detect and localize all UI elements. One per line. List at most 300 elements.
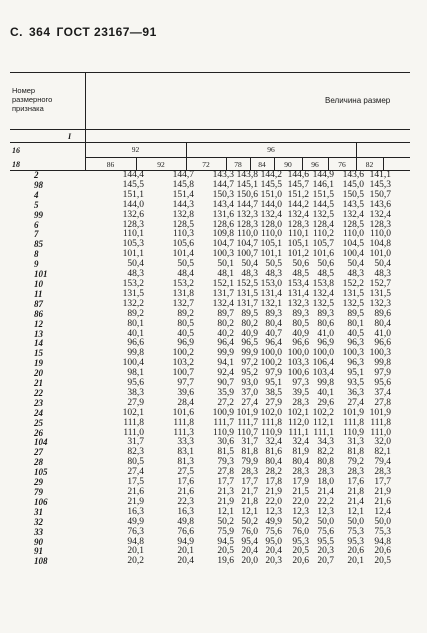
feature-number-cell: 15 <box>34 348 43 359</box>
value-cell: 81,6 <box>265 447 282 458</box>
value-cell: 20,6 <box>292 556 309 567</box>
value-cell: 89,2 <box>177 308 194 319</box>
value-cell: 22,3 <box>177 496 194 507</box>
table-body <box>10 171 391 567</box>
value-cell: 21,5 <box>292 487 309 497</box>
value-cell: 143,6 <box>369 199 391 210</box>
value-cell: 101,6 <box>172 407 194 418</box>
value-cell: 104,8 <box>369 239 391 250</box>
value-cell: 76,0 <box>292 526 309 537</box>
feature-number-cell: 85 <box>34 239 43 250</box>
value-cell: 151,1 <box>122 189 144 200</box>
feature-number-cell: 20 <box>34 368 43 379</box>
value-cell: 96,6 <box>374 338 391 349</box>
value-cell: 110,9 <box>260 427 282 438</box>
value-cell: 103,2 <box>172 358 194 369</box>
value-cell: 100,4 <box>122 358 144 369</box>
value-cell: 144,9 <box>312 170 334 180</box>
value-cell: 50,4 <box>241 259 258 270</box>
value-cell: 97,9 <box>374 368 391 379</box>
header-row-label-2: 16 <box>12 146 20 155</box>
value-cell: 40,2 <box>217 328 234 339</box>
feature-number-cell: 33 <box>34 526 43 537</box>
value-cell: 131,6 <box>212 209 234 220</box>
value-cell: 21,4 <box>347 496 364 507</box>
value-cell: 144,2 <box>260 170 282 180</box>
value-cell: 27,8 <box>217 467 234 478</box>
value-cell: 12,3 <box>265 506 282 517</box>
value-cell: 132,4 <box>312 288 334 299</box>
value-cell: 75,3 <box>347 526 364 537</box>
value-cell: 100,0 <box>287 348 309 359</box>
column-title-size-value: Величина размер <box>325 96 391 105</box>
value-cell: 97,2 <box>241 358 258 369</box>
value-cell: 145,5 <box>260 179 282 190</box>
sub-column-86: 86 <box>106 160 115 169</box>
value-cell: 151,2 <box>287 189 309 200</box>
value-cell: 111,8 <box>261 417 282 428</box>
value-cell: 150,6 <box>236 189 258 200</box>
value-cell: 128,6 <box>212 219 234 230</box>
feature-number-cell: 10 <box>34 278 43 289</box>
value-cell: 80,5 <box>177 318 194 329</box>
value-cell: 17,7 <box>374 477 391 488</box>
value-cell: 80,6 <box>317 318 334 329</box>
value-cell: 132,3 <box>369 298 391 309</box>
value-cell: 128,3 <box>122 219 144 230</box>
value-cell: 19,6 <box>217 556 234 567</box>
value-cell: 100,7 <box>172 368 194 379</box>
value-cell: 109,8 <box>212 229 234 240</box>
value-cell: 27,2 <box>217 397 234 408</box>
feature-number-cell: 91 <box>34 546 43 557</box>
value-cell: 110,1 <box>287 229 309 240</box>
value-cell: 145,0 <box>342 179 364 190</box>
value-cell: 132,6 <box>122 209 144 220</box>
header-row-label-1: I <box>68 132 72 141</box>
value-cell: 144,5 <box>312 199 334 210</box>
value-cell: 111,8 <box>123 417 144 428</box>
value-cell: 153,2 <box>122 278 144 289</box>
page-header <box>10 25 163 39</box>
feature-number-cell: 87 <box>34 298 43 309</box>
value-cell: 112,1 <box>312 417 334 428</box>
value-cell: 95,4 <box>241 536 258 547</box>
value-cell: 50,2 <box>241 516 258 527</box>
value-cell: 75,9 <box>217 526 234 537</box>
feature-number-cell: 31 <box>34 506 43 517</box>
value-cell: 96,4 <box>217 338 234 349</box>
value-cell: 141,1 <box>369 170 391 180</box>
value-cell: 22,0 <box>265 496 282 507</box>
value-cell: 75,6 <box>265 526 282 537</box>
value-cell: 49,9 <box>265 516 282 527</box>
value-cell: 82,2 <box>317 447 334 458</box>
value-cell: 28,3 <box>292 397 309 408</box>
value-cell: 40,9 <box>241 328 258 339</box>
value-cell: 101,1 <box>260 249 282 260</box>
feature-number-cell: 13 <box>34 328 43 339</box>
value-cell: 100,3 <box>342 348 364 359</box>
feature-number-cell: 9 <box>34 259 39 270</box>
value-cell: 143,6 <box>342 170 364 180</box>
value-cell: 21,6 <box>177 487 194 497</box>
value-cell: 105,1 <box>260 239 282 250</box>
value-cell: 111,1 <box>288 427 309 438</box>
value-cell: 48,4 <box>177 269 194 280</box>
value-cell: 101,4 <box>172 249 194 260</box>
feature-number-cell: 98 <box>34 179 43 190</box>
value-cell: 80,8 <box>317 457 334 468</box>
value-cell: 128,4 <box>312 219 334 230</box>
value-cell: 95,3 <box>347 536 364 547</box>
value-cell: 101,0 <box>369 249 391 260</box>
value-cell: 101,9 <box>342 407 364 418</box>
value-cell: 100,0 <box>312 348 334 359</box>
value-cell: 37,4 <box>374 387 391 398</box>
value-cell: 153,8 <box>312 278 334 289</box>
value-cell: 96,9 <box>177 338 194 349</box>
value-cell: 99,9 <box>241 348 258 359</box>
value-cell: 96,6 <box>292 338 309 349</box>
value-cell: 143,8 <box>236 170 258 180</box>
feature-number-cell: 14 <box>34 338 43 349</box>
value-cell: 94,1 <box>217 358 234 369</box>
standard-code: ГОСТ 23167—91 <box>56 25 157 39</box>
value-cell: 20,4 <box>265 546 282 557</box>
value-cell: 112,0 <box>287 417 309 428</box>
value-cell: 12,4 <box>374 506 391 517</box>
value-cell: 89,5 <box>241 308 258 319</box>
value-cell: 145,8 <box>172 179 194 190</box>
value-cell: 111,7 <box>213 417 234 428</box>
value-cell: 96,9 <box>317 338 334 349</box>
value-cell: 32,0 <box>374 437 391 448</box>
value-cell: 144,7 <box>212 179 234 190</box>
value-cell: 94,8 <box>374 536 391 547</box>
value-cell: 151,5 <box>312 189 334 200</box>
feature-number-cell: 27 <box>34 447 43 458</box>
value-cell: 100,2 <box>172 348 194 359</box>
value-cell: 143,5 <box>342 199 364 210</box>
value-cell: 128,5 <box>342 219 364 230</box>
value-cell: 76,0 <box>241 526 258 537</box>
value-cell: 48,1 <box>217 269 234 280</box>
value-cell: 95,3 <box>292 536 309 547</box>
value-cell: 28,3 <box>374 467 391 478</box>
value-cell: 111,8 <box>370 417 391 428</box>
value-cell: 151,0 <box>260 189 282 200</box>
value-cell: 81,3 <box>177 457 194 468</box>
value-cell: 20,3 <box>265 556 282 567</box>
value-cell: 21,8 <box>347 487 364 497</box>
value-cell: 152,1 <box>212 278 234 289</box>
value-cell: 21,8 <box>241 496 258 507</box>
value-cell: 131,5 <box>236 288 258 299</box>
feature-number-cell: 19 <box>34 358 43 369</box>
value-cell: 128,3 <box>236 219 258 230</box>
value-cell: 111,3 <box>173 427 194 438</box>
value-cell: 21,4 <box>317 487 334 497</box>
value-cell: 95,1 <box>347 368 364 379</box>
value-cell: 110,9 <box>342 427 364 438</box>
header-row-label-3: 18 <box>12 160 20 169</box>
value-cell: 17,8 <box>265 477 282 488</box>
value-cell: 131,5 <box>122 288 144 299</box>
value-cell: 21,9 <box>374 487 391 497</box>
value-cell: 50,4 <box>127 259 144 270</box>
value-cell: 128,5 <box>172 219 194 230</box>
value-cell: 132,5 <box>342 298 364 309</box>
value-cell: 81,9 <box>292 447 309 458</box>
value-cell: 96,6 <box>127 338 144 349</box>
value-cell: 102,0 <box>260 407 282 418</box>
value-cell: 99,9 <box>217 348 234 359</box>
feature-number-cell: 23 <box>34 397 43 408</box>
value-cell: 79,4 <box>374 457 391 468</box>
value-cell: 12,3 <box>292 506 309 517</box>
value-cell: 40,1 <box>127 328 144 339</box>
value-cell: 83,1 <box>177 447 194 458</box>
value-cell: 132,1 <box>260 298 282 309</box>
value-cell: 111,0 <box>123 427 144 438</box>
value-cell: 48,5 <box>292 269 309 280</box>
value-cell: 48,3 <box>347 269 364 280</box>
value-cell: 144,7 <box>236 199 258 210</box>
sub-column-78: 78 <box>234 160 242 169</box>
feature-number-cell: 29 <box>34 477 43 488</box>
value-cell: 143,3 <box>212 170 234 180</box>
value-cell: 22,2 <box>317 496 334 507</box>
value-cell: 40,5 <box>177 328 194 339</box>
value-cell: 20,2 <box>127 556 144 567</box>
value-cell: 110,0 <box>236 229 258 240</box>
value-cell: 41,0 <box>317 328 334 339</box>
value-cell: 95,6 <box>374 378 391 389</box>
value-cell: 16,3 <box>177 506 194 517</box>
value-cell: 80,1 <box>127 318 144 329</box>
value-cell: 97,7 <box>177 378 194 389</box>
value-cell: 32,4 <box>265 437 282 448</box>
value-cell: 89,2 <box>127 308 144 319</box>
group-header-92: 92 <box>131 145 140 154</box>
value-cell: 81,5 <box>217 447 234 458</box>
value-cell: 40,7 <box>265 328 282 339</box>
value-cell: 90,7 <box>217 378 234 389</box>
value-cell: 100,2 <box>260 358 282 369</box>
value-cell: 144,7 <box>172 170 194 180</box>
value-cell: 150,3 <box>212 189 234 200</box>
value-cell: 18,0 <box>317 477 334 488</box>
value-cell: 31,3 <box>347 437 364 448</box>
value-cell: 41,0 <box>374 328 391 339</box>
value-cell: 101,9 <box>236 407 258 418</box>
value-cell: 145,7 <box>287 179 309 190</box>
value-cell: 131,4 <box>260 288 282 299</box>
value-cell: 28,2 <box>265 467 282 478</box>
value-cell: 89,6 <box>374 308 391 319</box>
value-cell: 39,6 <box>177 387 194 398</box>
value-cell: 89,3 <box>292 308 309 319</box>
value-cell: 40,1 <box>317 387 334 398</box>
value-cell: 28,3 <box>292 467 309 478</box>
title-line-2: размерного <box>12 95 53 104</box>
value-cell: 152,7 <box>369 278 391 289</box>
feature-number-cell: 5 <box>34 199 39 210</box>
value-cell: 144,4 <box>122 170 144 180</box>
value-cell: 100,9 <box>212 407 234 418</box>
value-cell: 132,4 <box>342 209 364 220</box>
column-title-feature-number <box>12 86 52 113</box>
value-cell: 131,5 <box>342 288 364 299</box>
value-cell: 105,1 <box>287 239 309 250</box>
value-cell: 80,4 <box>374 318 391 329</box>
sub-column-82: 82 <box>365 160 374 169</box>
value-cell: 144,2 <box>287 199 309 210</box>
value-cell: 96,3 <box>347 338 364 349</box>
value-cell: 100,6 <box>287 368 309 379</box>
value-cell: 101,2 <box>287 249 309 260</box>
value-cell: 33,3 <box>177 437 194 448</box>
feature-number-cell: 24 <box>34 407 43 418</box>
value-cell: 132,4 <box>287 209 309 220</box>
value-cell: 76,6 <box>177 526 194 537</box>
value-cell: 50,4 <box>347 259 364 270</box>
value-cell: 104,7 <box>212 239 234 250</box>
value-cell: 17,6 <box>177 477 194 488</box>
value-cell: 48,3 <box>374 269 391 280</box>
value-cell: 132,5 <box>312 298 334 309</box>
value-cell: 50,1 <box>217 259 234 270</box>
value-cell: 100,7 <box>236 249 258 260</box>
value-cell: 22,0 <box>292 496 309 507</box>
feature-number-cell: 105 <box>34 467 48 478</box>
value-cell: 96,3 <box>347 358 364 369</box>
value-cell: 49,9 <box>127 516 144 527</box>
value-cell: 48,3 <box>241 269 258 280</box>
value-cell: 48,5 <box>317 269 334 280</box>
value-cell: 28,4 <box>177 397 194 408</box>
value-cell: 50,0 <box>374 516 391 527</box>
feature-number-cell: 4 <box>34 189 39 200</box>
value-cell: 151,4 <box>172 189 194 200</box>
value-cell: 12,1 <box>347 506 364 517</box>
value-cell: 80,5 <box>127 457 144 468</box>
value-cell: 110,7 <box>236 427 258 438</box>
value-cell: 97,3 <box>292 378 309 389</box>
value-cell: 100,0 <box>260 348 282 359</box>
value-cell: 27,8 <box>374 397 391 408</box>
value-cell: 17,7 <box>241 477 258 488</box>
value-cell: 152,5 <box>236 278 258 289</box>
page-number: 364 <box>29 25 51 39</box>
value-cell: 75,3 <box>374 526 391 537</box>
value-cell: 101,6 <box>312 249 334 260</box>
value-cell: 48,3 <box>127 269 144 280</box>
feature-number-cell: 86 <box>34 308 43 319</box>
value-cell: 27,4 <box>347 397 364 408</box>
value-cell: 20,5 <box>374 556 391 567</box>
value-cell: 144,6 <box>287 170 309 180</box>
value-cell: 132,8 <box>172 209 194 220</box>
feature-number-cell: 28 <box>34 457 43 468</box>
value-cell: 111,7 <box>237 417 258 428</box>
value-cell: 35,9 <box>217 387 234 398</box>
table-row <box>10 557 391 567</box>
value-cell: 20,5 <box>217 546 234 557</box>
value-cell: 36,3 <box>347 387 364 398</box>
value-cell: 20,0 <box>241 556 258 567</box>
value-cell: 38,5 <box>265 387 282 398</box>
value-cell: 146,1 <box>312 179 334 190</box>
value-cell: 98,1 <box>127 368 144 379</box>
value-cell: 144,0 <box>122 199 144 210</box>
value-cell: 12,3 <box>317 506 334 517</box>
value-cell: 103,4 <box>312 368 334 379</box>
value-cell: 80,2 <box>217 318 234 329</box>
value-cell: 20,6 <box>347 546 364 557</box>
value-cell: 153,4 <box>287 278 309 289</box>
value-cell: 20,6 <box>374 546 391 557</box>
value-cell: 30,6 <box>217 437 234 448</box>
value-cell: 39,5 <box>292 387 309 398</box>
feature-number-cell: 90 <box>34 536 43 547</box>
value-cell: 144,3 <box>172 199 194 210</box>
value-cell: 110,0 <box>342 229 364 240</box>
value-cell: 131,7 <box>236 298 258 309</box>
feature-number-cell: 25 <box>34 417 43 428</box>
value-cell: 81,8 <box>347 447 364 458</box>
measurements-table <box>10 171 391 567</box>
value-cell: 50,6 <box>292 259 309 270</box>
value-cell: 104,7 <box>236 239 258 250</box>
value-cell: 27,9 <box>127 397 144 408</box>
value-cell: 20,7 <box>317 556 334 567</box>
value-cell: 80,4 <box>265 318 282 329</box>
value-cell: 17,5 <box>127 477 144 488</box>
value-cell: 110,0 <box>260 229 282 240</box>
value-cell: 82,3 <box>127 447 144 458</box>
value-cell: 80,4 <box>292 457 309 468</box>
feature-number-cell: 7 <box>34 229 39 240</box>
value-cell: 80,1 <box>347 318 364 329</box>
feature-number-cell: 101 <box>34 269 48 280</box>
value-cell: 80,2 <box>241 318 258 329</box>
value-cell: 94,9 <box>177 536 194 547</box>
sub-column-84: 84 <box>258 160 266 169</box>
value-cell: 20,4 <box>177 556 194 567</box>
value-cell: 106,4 <box>312 358 334 369</box>
value-cell: 38,3 <box>127 387 144 398</box>
value-cell: 152,2 <box>342 278 364 289</box>
feature-number-cell: 12 <box>34 318 43 329</box>
value-cell: 21,9 <box>127 496 144 507</box>
value-cell: 132,4 <box>212 298 234 309</box>
value-cell: 101,9 <box>369 407 391 418</box>
value-cell: 50,5 <box>265 259 282 270</box>
sub-column-90: 90 <box>284 160 292 169</box>
value-cell: 50,6 <box>317 259 334 270</box>
value-cell: 111,0 <box>370 427 391 438</box>
value-cell: 105,3 <box>122 239 144 250</box>
value-cell: 48,3 <box>265 269 282 280</box>
value-cell: 89,5 <box>347 308 364 319</box>
value-cell: 99,8 <box>127 348 144 359</box>
feature-number-cell: 108 <box>34 556 48 567</box>
value-cell: 50,5 <box>177 259 194 270</box>
value-cell: 145,5 <box>122 179 144 190</box>
value-cell: 102,1 <box>287 407 309 418</box>
